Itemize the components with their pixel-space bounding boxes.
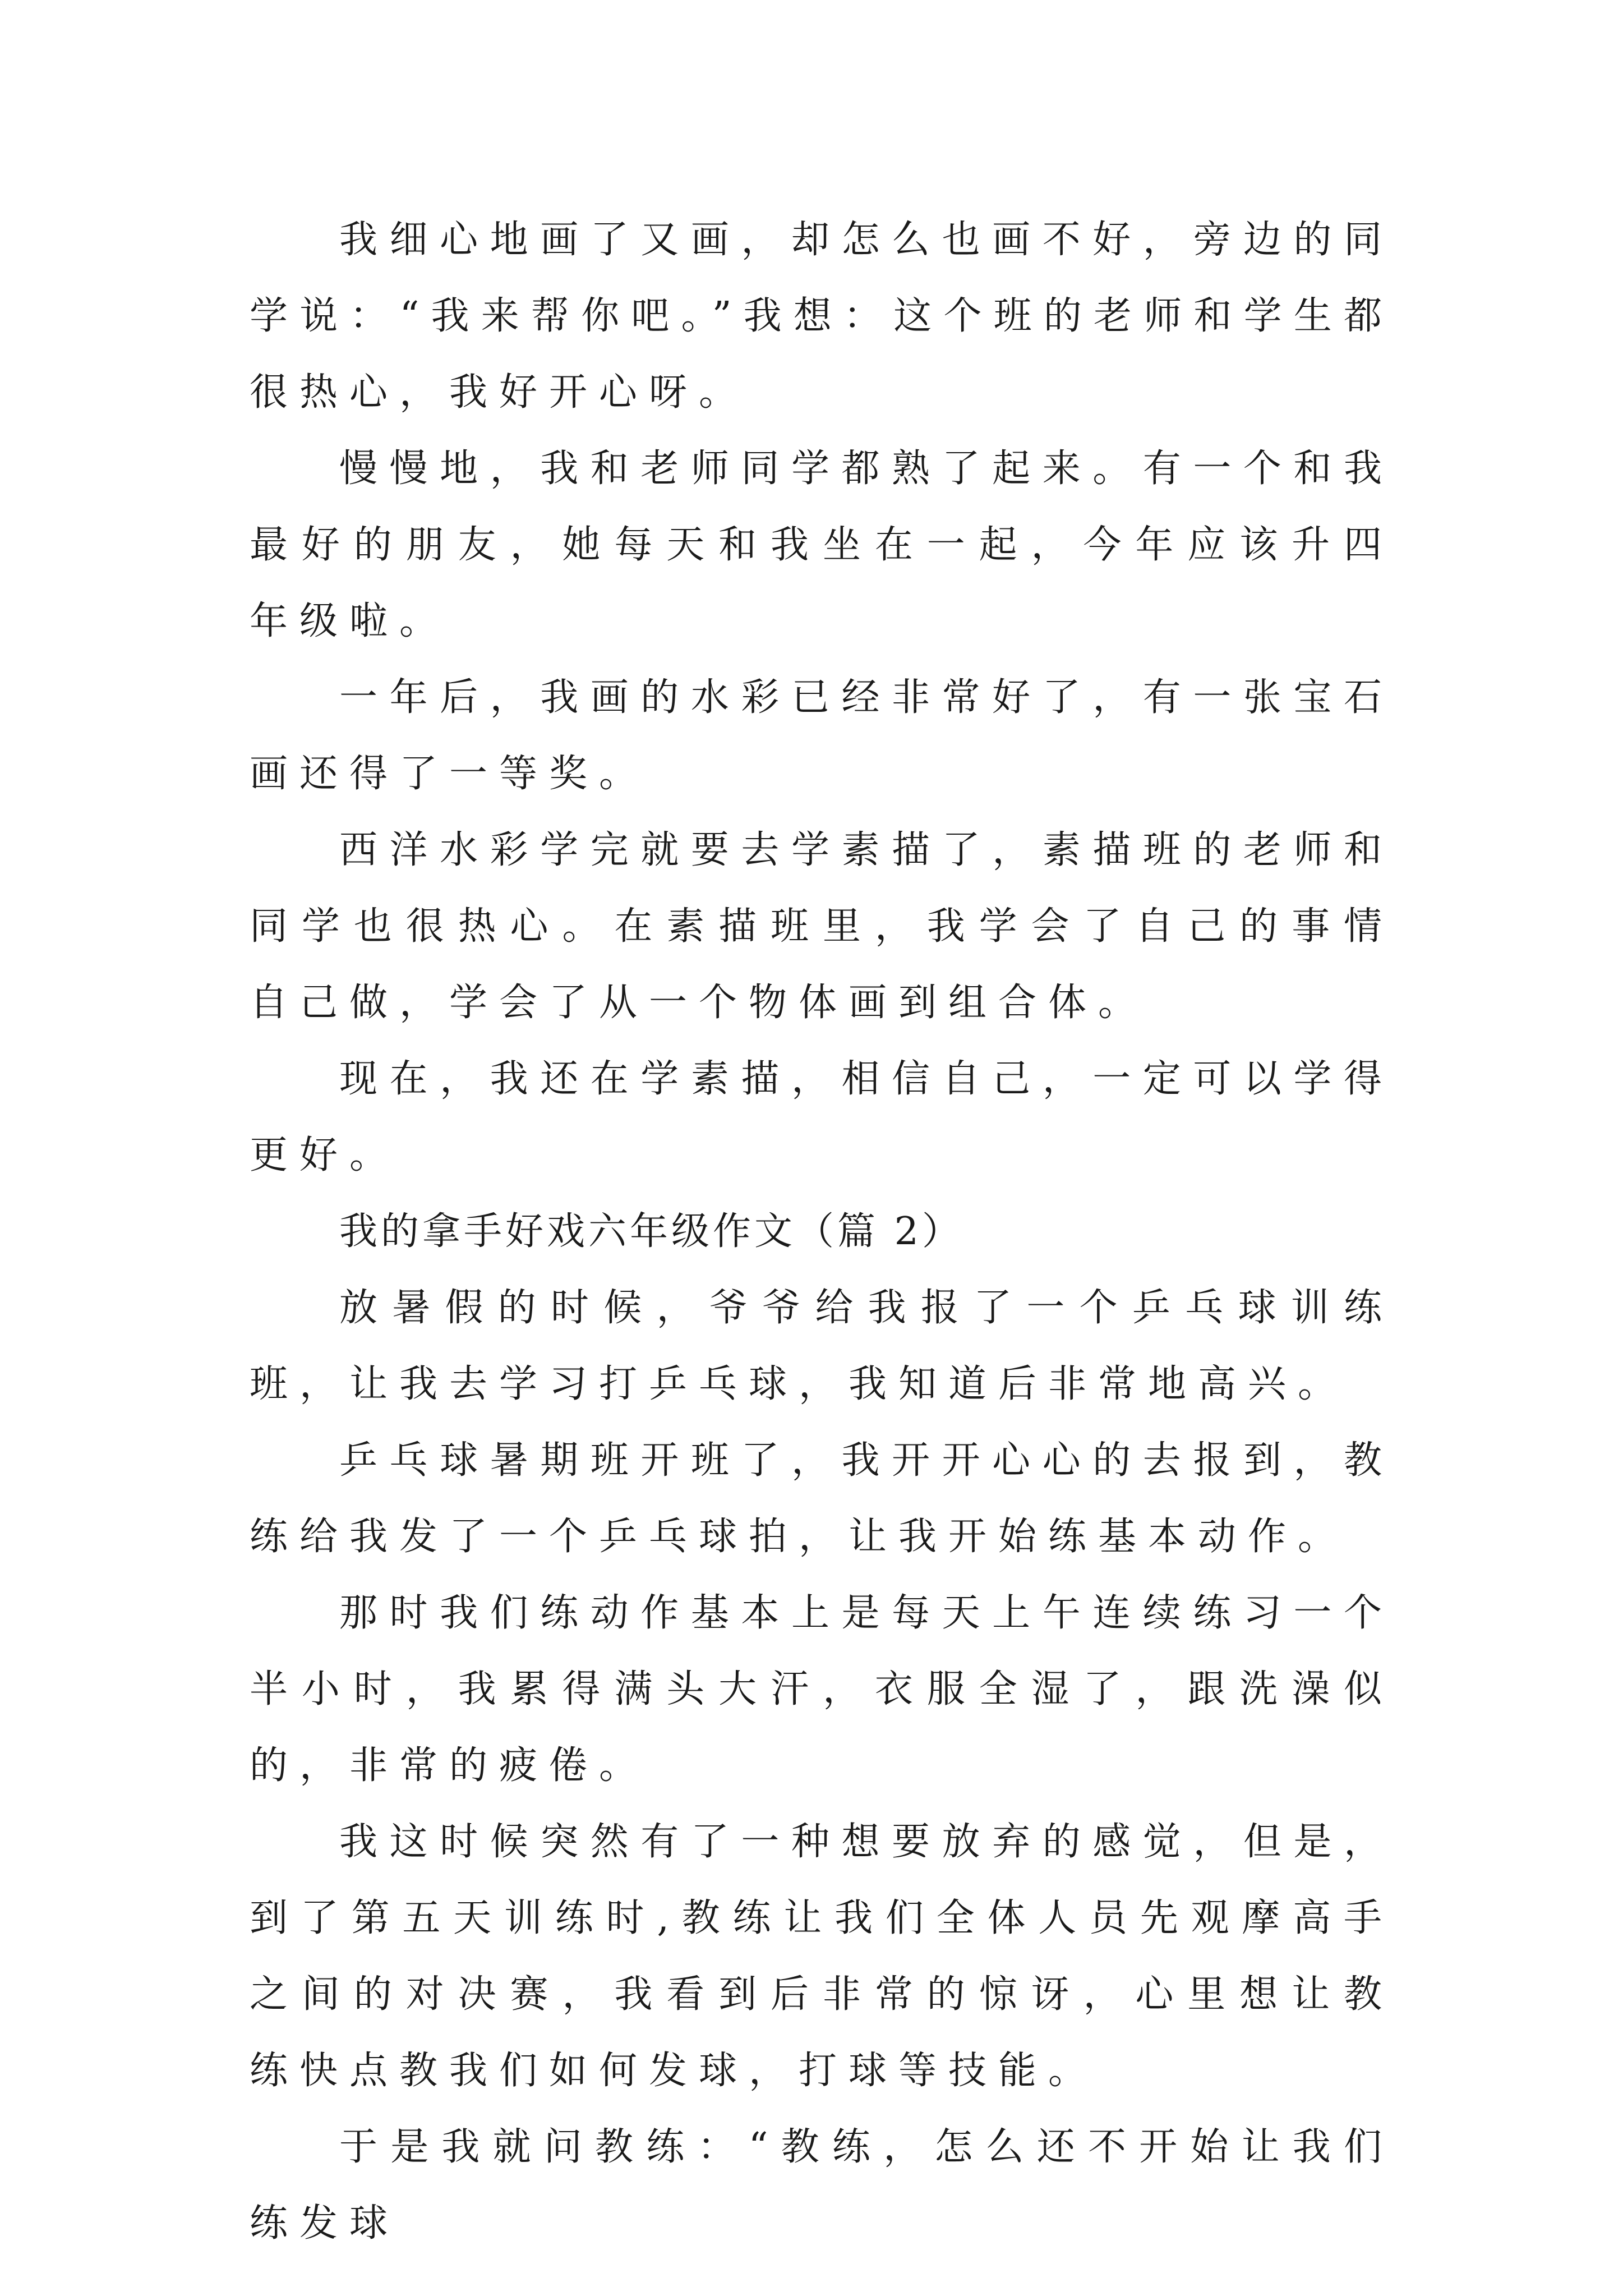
paragraph: 一年后，我画的水彩已经非常好了，有一张宝石画还得了一等奖。 (250, 675, 1394, 796)
paragraph: 我这时候突然有了一种想要放弃的感觉，但是，到了第五天训练时,教练让我们全体人员先观摩高手之间的对决赛，我看到后非常的惊讶，心里想让教练快点教我们如何发球，打球等技能。 (250, 1820, 1394, 2093)
paragraph: 现在，我还在学素描，相信自己，一定可以学得更好。 (250, 1057, 1394, 1177)
paragraph: 慢慢地，我和老师同学都熟了起来。有一个和我最好的朋友，她每天和我坐在一起，今年应该升四年级啦。 (250, 447, 1394, 643)
paragraph: 于是我就问教练：“教练，怎么还不开始让我们练发球 (250, 2125, 1394, 2246)
document-body (250, 202, 1394, 2262)
paragraph: 放暑假的时候，爷爷给我报了一个乒乓球训练班，让我去学习打乒乓球，我知道后非常地高兴。 (250, 1286, 1394, 1406)
paragraph: 西洋水彩学完就要去学素描了，素描班的老师和同学也很热心。在素描班里，我学会了自己的事情自己做，学会了从一个物体画到组合体。 (250, 828, 1394, 1025)
section-heading: 我的拿手好戏六年级作文（篇 2） (339, 1209, 963, 1254)
paragraph: 乒乓球暑期班开班了，我开开心心的去报到，教练给我发了一个乒乓球拍，让我开始练基本动作。 (250, 1438, 1394, 1559)
paragraph: 那时我们练动作基本上是每天上午连续练习一个半小时，我累得满头大汗，衣服全湿了，跟洗澡似的，非常的疲倦。 (250, 1591, 1394, 1788)
paragraph: 我细心地画了又画，却怎么也画不好，旁边的同学说：“我来帮你吧。”我想：这个班的老师和学生都很热心，我好开心呀。 (250, 218, 1394, 415)
